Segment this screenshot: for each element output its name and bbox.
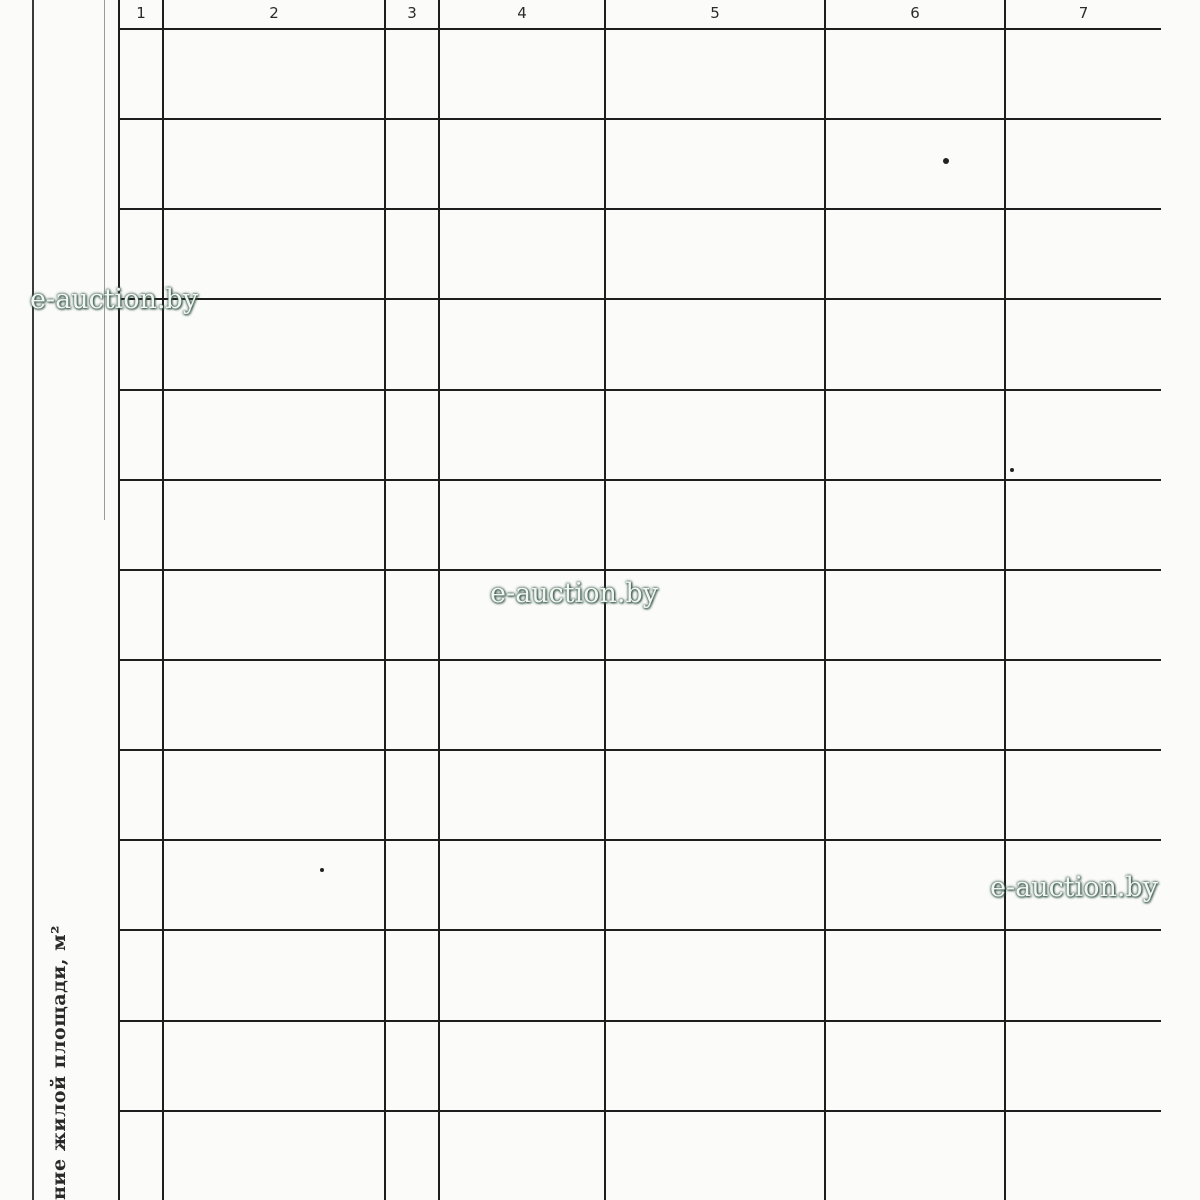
table-cell [385, 119, 439, 209]
table-cell [1005, 660, 1161, 750]
table-cell [825, 119, 1005, 209]
column-number: 3 [385, 0, 439, 29]
table-cell [605, 840, 825, 930]
table-cell [163, 840, 385, 930]
table-cell [119, 1021, 163, 1111]
table-cell [439, 750, 605, 840]
table-cell [825, 299, 1005, 389]
table-cell [825, 1111, 1005, 1200]
table-cell [605, 930, 825, 1020]
table-cell [825, 840, 1005, 930]
table-cell [385, 299, 439, 389]
table-cell [825, 930, 1005, 1020]
table-cell [163, 660, 385, 750]
table-row [119, 750, 1161, 840]
column-number: 1 [119, 0, 163, 29]
table-cell [163, 1111, 385, 1200]
table-row [119, 299, 1161, 389]
table-cell [825, 1021, 1005, 1111]
table-cell [1005, 1021, 1161, 1111]
table-cell [1005, 1111, 1161, 1200]
table-cell [385, 660, 439, 750]
table-cell [163, 930, 385, 1020]
table-cell [385, 1021, 439, 1111]
table-cell [439, 29, 605, 119]
watermark: e-auction.by [490, 578, 658, 609]
table-cell [385, 209, 439, 299]
table-cell [439, 1021, 605, 1111]
table-cell [1005, 390, 1161, 480]
table-cell [119, 840, 163, 930]
table-cell [119, 570, 163, 660]
column-number: 4 [439, 0, 605, 29]
table-cell [439, 930, 605, 1020]
table-cell [119, 930, 163, 1020]
table-cell [825, 29, 1005, 119]
table-cell [119, 750, 163, 840]
ink-speck [1010, 468, 1014, 472]
table-cell [605, 119, 825, 209]
table-row [119, 930, 1161, 1020]
table-cell [439, 390, 605, 480]
table-cell [825, 570, 1005, 660]
watermark: e-auction.by [30, 284, 198, 315]
table-cell [385, 930, 439, 1020]
table-row [119, 390, 1161, 480]
table-cell [385, 840, 439, 930]
table-cell [119, 660, 163, 750]
table-cell [119, 1111, 163, 1200]
table-row [119, 209, 1161, 299]
table-cell [605, 390, 825, 480]
table-cell [825, 209, 1005, 299]
table-body [119, 29, 1161, 1200]
table-cell [119, 119, 163, 209]
table-row [119, 1111, 1161, 1200]
table-cell [385, 390, 439, 480]
margin-rule-faint [104, 0, 105, 520]
table-cell [163, 1021, 385, 1111]
table-cell [1005, 570, 1161, 660]
table-cell [825, 390, 1005, 480]
table-cell [163, 119, 385, 209]
table-cell [163, 750, 385, 840]
table-cell [385, 750, 439, 840]
table-cell [439, 119, 605, 209]
table-cell [439, 299, 605, 389]
table-cell [1005, 750, 1161, 840]
table-cell [163, 390, 385, 480]
ink-speck [320, 868, 324, 872]
ink-speck [943, 158, 949, 164]
table-cell [385, 570, 439, 660]
side-label: ние жилой площади, м² [48, 925, 70, 1200]
table-cell [1005, 299, 1161, 389]
table-row [119, 119, 1161, 209]
table-cell [605, 29, 825, 119]
table-cell [439, 1111, 605, 1200]
table-cell [163, 480, 385, 570]
column-number: 7 [1005, 0, 1161, 29]
table-cell [605, 209, 825, 299]
table-cell [605, 299, 825, 389]
table-cell [119, 480, 163, 570]
table-cell [1005, 930, 1161, 1020]
table-cell [825, 750, 1005, 840]
table-cell [439, 660, 605, 750]
table-cell [439, 480, 605, 570]
table-cell [1005, 480, 1161, 570]
column-number: 6 [825, 0, 1005, 29]
table-cell [605, 1111, 825, 1200]
table-cell [119, 390, 163, 480]
margin-rule [32, 0, 34, 1200]
table-cell [1005, 209, 1161, 299]
table-cell [825, 660, 1005, 750]
table-cell [385, 1111, 439, 1200]
table-cell [385, 29, 439, 119]
table-cell [163, 570, 385, 660]
table-cell [1005, 119, 1161, 209]
table-cell [605, 750, 825, 840]
table-cell [385, 480, 439, 570]
table-cell [439, 209, 605, 299]
column-number-row [119, 0, 1161, 29]
table-cell [439, 840, 605, 930]
table-row [119, 660, 1161, 750]
watermark: e-auction.by [990, 872, 1158, 903]
column-number: 2 [163, 0, 385, 29]
table-cell [605, 480, 825, 570]
table-row [119, 1021, 1161, 1111]
table-cell [605, 660, 825, 750]
table-cell [1005, 29, 1161, 119]
column-number: 5 [605, 0, 825, 29]
table-cell [605, 1021, 825, 1111]
table-cell [163, 29, 385, 119]
table-cell [119, 29, 163, 119]
table-cell [825, 480, 1005, 570]
table-row [119, 29, 1161, 119]
table-row [119, 480, 1161, 570]
